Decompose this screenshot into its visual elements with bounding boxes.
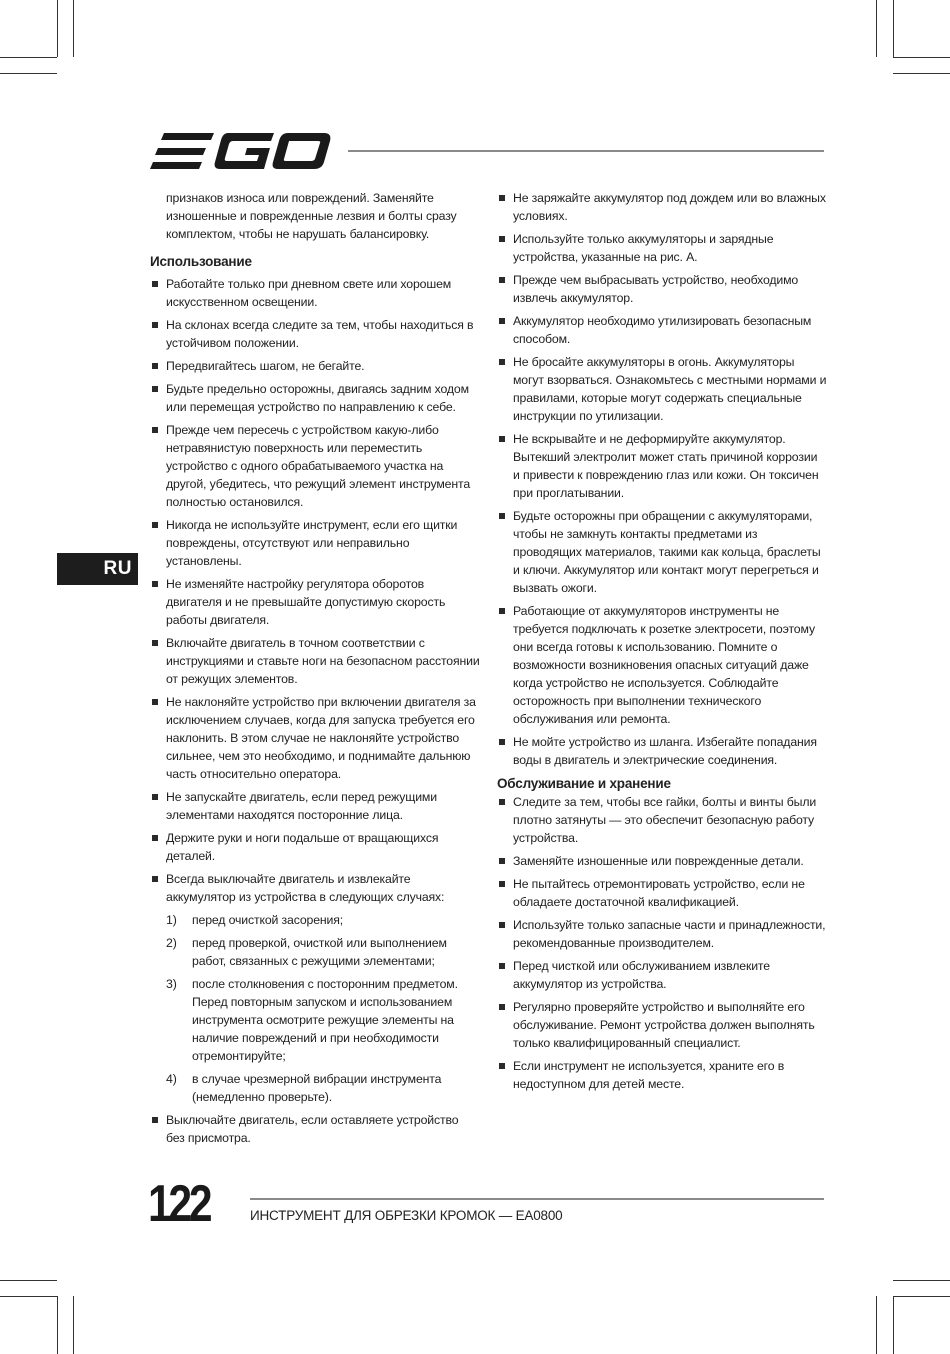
crop-mark bbox=[73, 1296, 74, 1354]
numbered-item bbox=[150, 934, 480, 970]
list-item: Не вскрывайте и не деформируйте аккумулятор. Вытекший электролит может стать причиной коррозии и привести к повреждению глаз или кожи. Он токсичен при проглатывании. bbox=[497, 430, 827, 502]
header-rule bbox=[348, 150, 824, 152]
list-item: Используйте только аккумуляторы и зарядные устройства, указанные на рис. А. bbox=[497, 230, 827, 266]
crop-mark bbox=[876, 0, 877, 57]
list-item: Заменяйте изношенные или поврежденные детали. bbox=[497, 852, 827, 870]
numbered-item bbox=[150, 911, 480, 929]
list-item: Работающие от аккумуляторов инструменты не требуется подключать к розетке электросети, поэтому они всегда готовы к использованию. Помните о возможности возникновения опасных ситуаций даже когда устройство не используется. Соблюдайте осторожность при выполнении технического обслуживания или ремонта. bbox=[497, 602, 827, 728]
list-item: Будьте предельно осторожны, двигаясь задним ходом или перемещая устройство по направлению к себе. bbox=[150, 380, 480, 416]
item-text: перед проверкой, очисткой или выполнением работ, связанных с режущими элементами; bbox=[192, 936, 447, 968]
crop-mark bbox=[57, 0, 58, 57]
crop-mark bbox=[0, 57, 57, 58]
list-item: Используйте только запасные части и принадлежности, рекомендованные производителем. bbox=[497, 916, 827, 952]
list-item: Прежде чем выбрасывать устройство, необходимо извлечь аккумулятор. bbox=[497, 271, 827, 307]
footer-rule bbox=[250, 1198, 824, 1200]
ego-logo bbox=[150, 131, 332, 176]
usage-heading: Использование bbox=[150, 254, 252, 269]
list-item: Регулярно проверяйте устройство и выполняйте его обслуживание. Ремонт устройства должен выполнять только квалифицированный специалист. bbox=[497, 998, 827, 1052]
list-item: Не пытайтесь отремонтировать устройство, если не обладаете достаточной квалификацией. bbox=[497, 875, 827, 911]
list-item: Работайте только при дневном свете или хорошем искусственном освещении. bbox=[150, 275, 480, 311]
item-number: 3) bbox=[166, 977, 177, 991]
list-item: Прежде чем пересечь с устройством какую-либо нетравянистую поверхность или переместить устройство с одного обрабатываемого участка на другой, убедитесь, что режущий элемент инструмента полностью остановился. bbox=[150, 421, 480, 511]
list-item: Не мойте устройство из шланга. Избегайте попадания воды в двигатель и электрические соединения. bbox=[497, 733, 827, 769]
numbered-item bbox=[150, 975, 480, 1065]
list-item: Будьте осторожны при обращении с аккумуляторами, чтобы не замкнуть контакты предметами из проводящих материалов, такими как кольца, браслеты и ключи. Аккумулятор или контакт могут перегреться и вызвать ожоги. bbox=[497, 507, 827, 597]
list-item: Всегда выключайте двигатель и извлекайте аккумулятор из устройства в следующих случаях: bbox=[150, 870, 480, 906]
crop-mark bbox=[893, 57, 950, 58]
crop-mark bbox=[893, 1280, 950, 1281]
list-item: Выключайте двигатель, если оставляете устройство без присмотра. bbox=[150, 1111, 480, 1147]
crop-mark bbox=[0, 73, 57, 74]
list-item: На склонах всегда следите за тем, чтобы находиться в устойчивом положении. bbox=[150, 316, 480, 352]
list-item: Передвигайтесь шагом, не бегайте. bbox=[150, 357, 480, 375]
item-text: после столкновения с посторонним предметом. Перед повторным запуском и использованием инструмента осмотрите режущие элементы на наличие повреждений и при необходимости отремонтируйте; bbox=[192, 977, 458, 1063]
crop-mark bbox=[893, 73, 950, 74]
list-item: Не наклоняйте устройство при включении двигателя за исключением случаев, когда для запуска требуется его наклонить. В этом случае не наклоняйте устройство сильнее, чем это необходимо, и поднимайте дальнюю часть относительно оператора. bbox=[150, 693, 480, 783]
list-item: Включайте двигатель в точном соответствии с инструкциями и ставьте ноги на безопасном расстоянии от режущих элементов. bbox=[150, 634, 480, 688]
crop-mark bbox=[893, 0, 894, 57]
list-item: Никогда не используйте инструмент, если его щитки повреждены, отсутствуют или неправильно установлены. bbox=[150, 516, 480, 570]
item-number: 4) bbox=[166, 1072, 177, 1086]
maintenance-heading: Обслуживание и хранение bbox=[497, 776, 671, 791]
page-number: 122 bbox=[148, 1175, 210, 1233]
crop-mark bbox=[893, 1296, 894, 1354]
list-item: Если инструмент не используется, храните его в недоступном для детей месте. bbox=[497, 1057, 827, 1093]
intro-paragraph: признаков износа или повреждений. Заменяйте изношенные и поврежденные лезвия и болты сразу комплектом, чтобы не нарушать балансировку. bbox=[166, 191, 457, 241]
footer-title: ИНСТРУМЕНТ ДЛЯ ОБРЕЗКИ КРОМОК — EA0800 bbox=[250, 1208, 563, 1223]
crop-mark bbox=[0, 1280, 57, 1281]
list-item: Не заряжайте аккумулятор под дождем или во влажных условиях. bbox=[497, 189, 827, 225]
list-item: Не изменяйте настройку регулятора оборотов двигателя и не превышайте допустимую скорость работы двигателя. bbox=[150, 575, 480, 629]
list-item: Не запускайте двигатель, если перед режущими элементами находятся посторонние лица. bbox=[150, 788, 480, 824]
list-item: Следите за тем, чтобы все гайки, болты и винты были плотно затянуты — это обеспечит безопасную работу устройства. bbox=[497, 793, 827, 847]
numbered-item bbox=[150, 1070, 480, 1106]
left-column bbox=[150, 189, 480, 1152]
item-number: 2) bbox=[166, 936, 177, 950]
list-item: Держите руки и ноги подальше от вращающихся деталей. bbox=[150, 829, 480, 865]
item-text: в случае чрезмерной вибрации инструмента (немедленно проверьте). bbox=[192, 1072, 442, 1104]
crop-mark bbox=[893, 1296, 950, 1297]
item-number: 1) bbox=[166, 913, 177, 927]
crop-mark bbox=[57, 1296, 58, 1354]
list-item: Аккумулятор необходимо утилизировать безопасным способом. bbox=[497, 312, 827, 348]
crop-mark bbox=[73, 0, 74, 57]
item-text: перед очисткой засорения; bbox=[192, 913, 344, 927]
right-column bbox=[497, 189, 827, 1098]
list-item: Не бросайте аккумуляторы в огонь. Аккумуляторы могут взорваться. Ознакомьтесь с местными нормами и правилами, которые могут содержать специальные инструкции по утилизации. bbox=[497, 353, 827, 425]
crop-mark bbox=[876, 1296, 877, 1354]
crop-mark bbox=[0, 1296, 57, 1297]
list-item: Перед чисткой или обслуживанием извлеките аккумулятор из устройства. bbox=[497, 957, 827, 993]
language-tab: RU bbox=[57, 553, 138, 585]
